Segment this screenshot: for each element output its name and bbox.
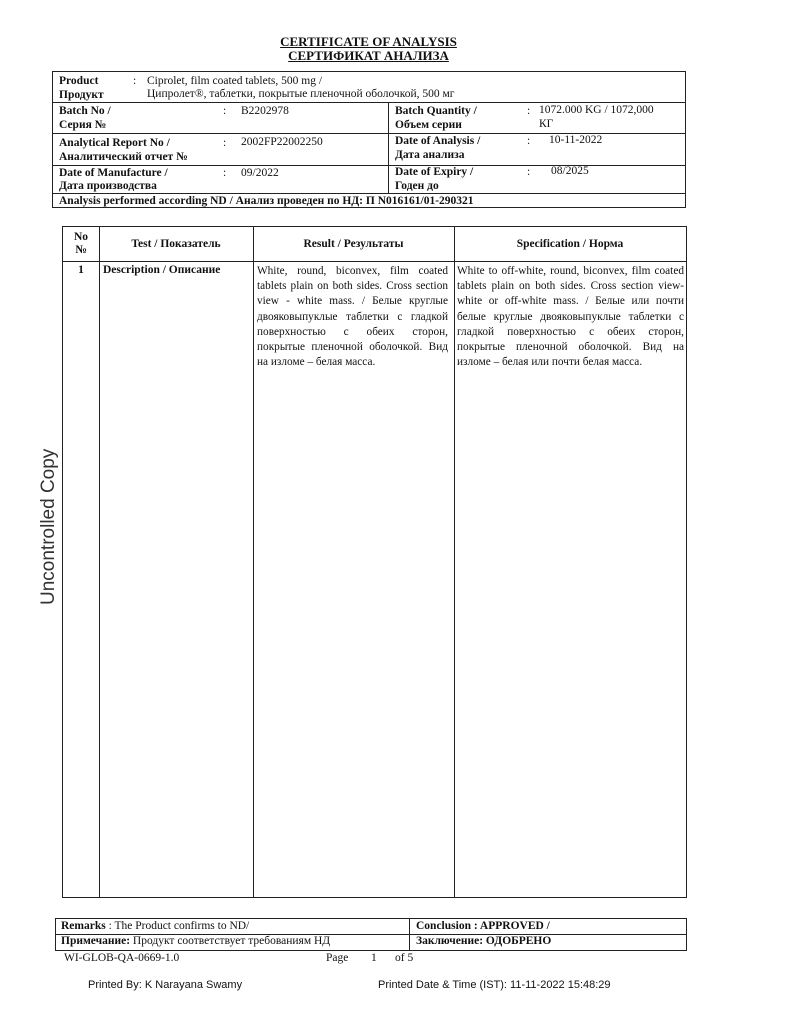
batch-no-label-ru: Серия № <box>59 119 107 131</box>
column-header-no <box>63 231 99 257</box>
colon: : <box>527 166 531 178</box>
document-title-ru: СЕРТИФИКАТ АНАЛИЗА <box>288 48 449 63</box>
column-header-no-line1: No <box>73 231 89 243</box>
date-of-analysis-value: 10-11-2022 <box>549 134 603 146</box>
expiry-date-value: 08/2025 <box>551 165 589 177</box>
colon: : <box>527 105 531 117</box>
document-code: WI-GLOB-QA-0669-1.0 <box>64 952 180 964</box>
row-number: 1 <box>78 264 84 276</box>
row-result-text: White, round, biconvex, film coated tablets plain on both sides. Cross section view - white mass. / Белые круглые двояковыпуклые таблетки с гладкой поверхностью с обеих сторон, покрытые пленочной оболочкой. Вид на изломе – белая масса. <box>257 265 448 369</box>
manufacture-date-label-ru: Дата производства <box>59 180 157 192</box>
column-header-specification: Specification / Норма <box>516 238 624 250</box>
batch-quantity-label: Batch Quantity / <box>395 105 477 117</box>
conclusion-line-ru <box>416 935 551 947</box>
remarks-value: The Product confirms to ND/ <box>114 920 250 932</box>
batch-quantity-label-ru: Объем серии <box>395 119 462 131</box>
colon: : <box>527 135 531 147</box>
remarks-line-en: Remarks : The Product confirms to ND/ <box>61 920 250 932</box>
product-value-ru: Ципролет®, таблетки, покрытые пленочной оболочкой, 500 мг <box>147 88 455 100</box>
product-label: Product <box>59 75 99 87</box>
batch-no-value: B2202978 <box>241 105 289 117</box>
analytical-report-value: 2002FP22002250 <box>241 136 323 148</box>
batch-quantity-value: 1072.000 KG / 1072,000 <box>539 104 654 116</box>
analysis-nd-line: Analysis performed according ND / Анализ проведен по НД: П N016161/01-290321 <box>59 195 474 207</box>
colon: : <box>223 137 227 149</box>
conclusion-value-ru: ОДОБРЕНО <box>485 935 552 947</box>
conclusion-label-ru: Заключение: <box>416 935 484 947</box>
product-value: Ciprolet, film coated tablets, 500 mg / <box>147 75 323 87</box>
column-header-test: Test / Показатель <box>131 238 221 250</box>
document-title-en: CERTIFICATE OF ANALYSIS <box>280 34 457 49</box>
page-count: of 5 <box>395 952 414 964</box>
date-of-analysis-label-ru: Дата анализа <box>395 149 465 161</box>
remarks-value-ru: Продукт соответствует требованиям НД <box>132 935 331 947</box>
remarks-label-ru: Примечание: <box>61 935 131 947</box>
column-header-result: Result / Результаты <box>303 238 404 250</box>
analytical-report-label-ru: Аналитический отчет № <box>59 151 188 163</box>
product-label-ru: Продукт <box>59 89 104 101</box>
date-of-analysis-label: Date of Analysis / <box>395 135 481 147</box>
page-number: 1 <box>371 952 377 964</box>
conclusion-line: Conclusion : APPROVED / <box>416 920 550 932</box>
printed-by: Printed By: K Narayana Swamy <box>88 979 243 991</box>
remarks-line-ru <box>61 935 330 947</box>
page-label: Page <box>326 952 349 964</box>
colon: : <box>223 167 227 179</box>
row-specification-text: White to off-white, round, biconvex, film coated tablets plain on both sides. Cross section view- white or off-white mass. / Белые или почти белые круглые двояковыпуклые таблетки с гладкой поверхностью с обеих сторон, покрытые пленочной оболочкой. Вид на изломе – белая или почти белая масса. <box>457 265 684 369</box>
uncontrolled-copy-watermark: Uncontrolled Copy <box>38 448 59 605</box>
analytical-report-label: Analytical Report No / <box>59 137 170 149</box>
printed-date-time: Printed Date & Time (IST): 11-11-2022 15:48:29 <box>378 979 611 991</box>
column-header-no-line2: № <box>75 244 87 256</box>
expiry-date-label: Date of Expiry / <box>395 166 474 178</box>
remarks-label: Remarks <box>61 920 106 932</box>
batch-no-label: Batch No / <box>59 105 111 117</box>
expiry-date-label-ru: Годен до <box>395 180 439 192</box>
row-test-name: Description / Описание <box>103 264 221 276</box>
header-info-table <box>52 71 686 208</box>
colon: : <box>133 75 137 87</box>
results-table <box>62 226 687 898</box>
manufacture-date-label: Date of Manufacture / <box>59 167 168 179</box>
colon: : <box>223 105 227 117</box>
remarks-box <box>55 918 687 951</box>
manufacture-date-value: 09/2022 <box>241 167 279 179</box>
batch-quantity-value-2: КГ <box>539 118 554 130</box>
